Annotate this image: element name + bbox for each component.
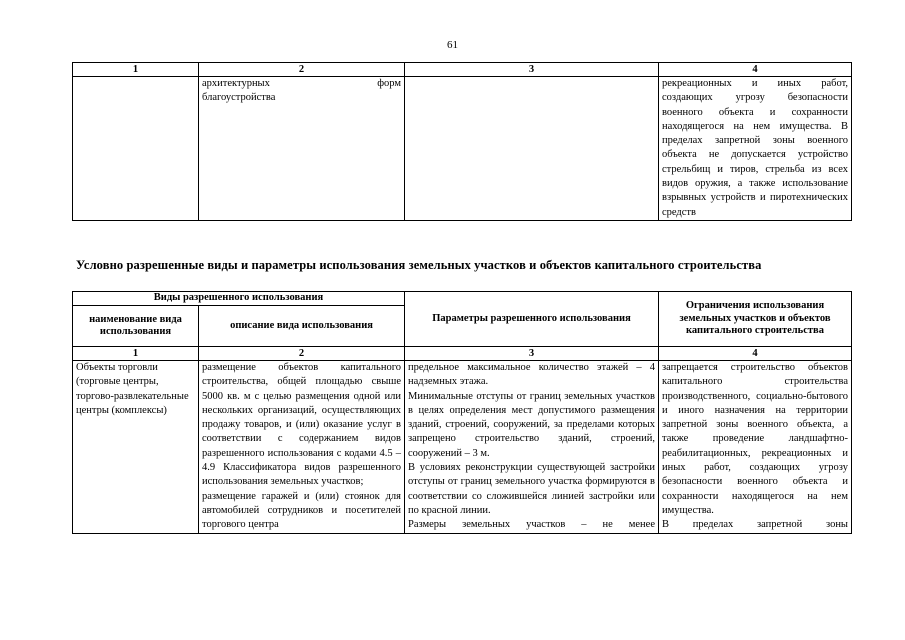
cell-paragraph: Размеры земельных участков – не менее	[408, 519, 655, 531]
cell-text: благоустройства	[202, 92, 276, 104]
column-number: 4	[659, 63, 852, 77]
cell-name	[73, 77, 199, 221]
column-number: 1	[73, 347, 199, 361]
continued-table	[72, 62, 852, 221]
cell-text: архитектурных	[202, 78, 270, 89]
header-name: наименование вида использования	[73, 306, 199, 347]
header-row	[73, 292, 852, 306]
cell-description	[199, 361, 405, 534]
page-number: 61	[447, 39, 458, 51]
column-number: 2	[199, 63, 405, 77]
cell-paragraph: В условиях реконструкции существующей застройки отступы от границ земельного участка формируются в соответствии со сложившейся линией застройки или по красной линии.	[408, 462, 655, 516]
column-number: 1	[73, 63, 199, 77]
cell-paragraph: размещение гаражей и (или) стоянок для автомобилей сотрудников и посетителей торгового центра	[202, 490, 401, 531]
table-row	[73, 77, 852, 221]
cell-restrictions	[659, 361, 852, 534]
section-title: Условно разрешенные виды и параметры использования земельных участков и объектов капитального строительства	[76, 258, 762, 272]
header-group: Виды разрешенного использования	[73, 292, 405, 306]
column-number: 3	[405, 63, 659, 77]
cell-parameters	[405, 361, 659, 534]
cell-description	[199, 77, 405, 221]
cell-text: форм	[377, 78, 401, 89]
column-number: 4	[659, 347, 852, 361]
header-params: Параметры разрешенного использования	[405, 292, 659, 347]
cell-paragraph: запрещается строительство объектов капитального строительства производственного, социально-бытового и иного назначения на территории запретной зоны военного объекта, а также проведение ландшафтно-реабилитационных, рекреационных и иных работ, создающих угрозу безопасности военного объекта и сохранности находящегося на нем имущества.	[662, 362, 848, 516]
cell-paragraph: В пределах запретной зоны	[662, 519, 848, 531]
header-desc: описание вида использования	[199, 306, 405, 347]
column-number: 2	[199, 347, 405, 361]
cell-paragraph: предельное максимальное количество этажей – 4 надземных этажа.	[408, 362, 655, 388]
cell-name: Объекты торговли (торговые центры, торгово-развлекательные центры (комплексы)	[73, 361, 199, 534]
column-number-row	[73, 347, 852, 361]
header-restrictions: Ограничения использования земельных участков и объектов капитального строительства	[659, 292, 852, 347]
cell-paragraph: Минимальные отступы от границ земельных участков в целях определения мест допустимого размещения зданий, строений, сооружений, за пределами которых запрещено строительство зданий, строений, сооружений – 3 м.	[408, 390, 655, 459]
table-row	[73, 361, 852, 534]
conditional-uses-table	[72, 291, 852, 534]
column-number-row	[73, 63, 852, 77]
cell-restrictions: рекреационных и иных работ, создающих угрозу безопасности военного объекта и сохранности находящегося на нем имущества. В пределах запретной зоны военного объекта не допускается устройство стрельбищ и тиров, стрельба из всех видов оружия, а также использование взрывных устройств и пиротехнических средств	[659, 77, 852, 221]
cell-parameters	[405, 77, 659, 221]
column-number: 3	[405, 347, 659, 361]
cell-paragraph: размещение объектов капитального строительства, общей площадью свыше 5000 кв. м с целью размещения одной или нескольких организаций, осуществляющих продажу товаров, и (или) оказание услуг в соответствии с содержанием видов разрешенного использования с кодами 4.5 – 4.9 Классификатора видов разрешенного использования земельных участков;	[202, 362, 401, 488]
